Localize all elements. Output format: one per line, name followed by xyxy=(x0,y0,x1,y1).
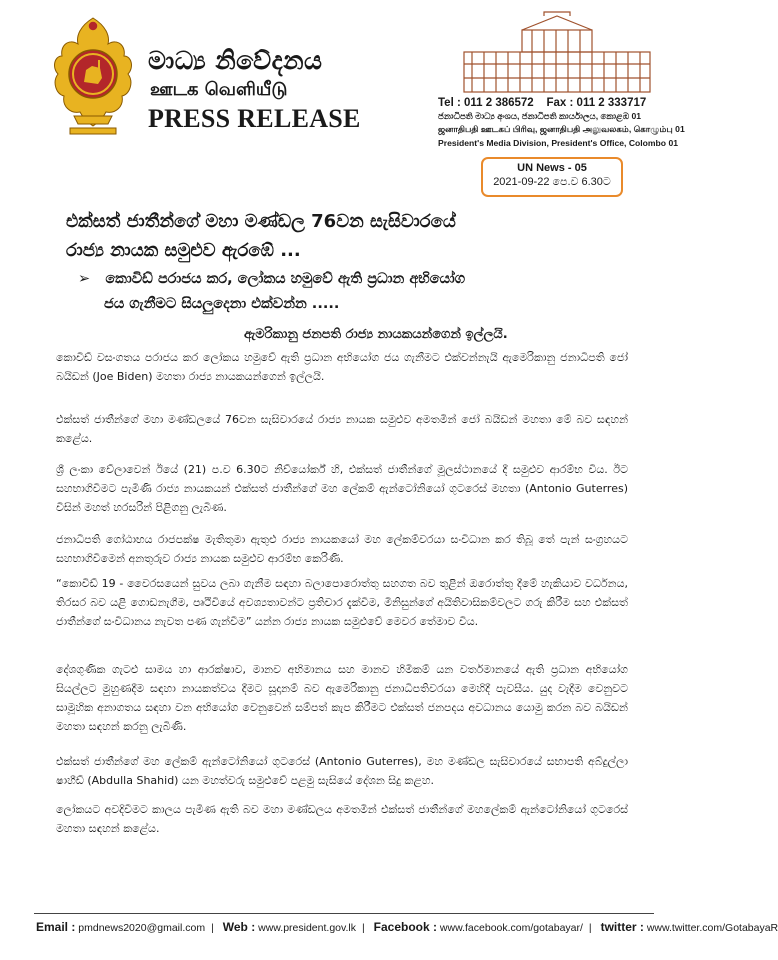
web-link[interactable]: www.president.gov.lk xyxy=(258,922,356,934)
presidents-office-building-icon xyxy=(462,12,652,94)
news-id: UN News - 05 xyxy=(517,162,587,174)
twitter-link[interactable]: www.twitter.com/GotabayaR xyxy=(646,922,778,934)
facebook-link[interactable]: www.facebook.com/gotabayar/ xyxy=(439,922,583,934)
headline-line-1: එක්සත් ජාතීන්ගේ මහා මණ්ඩල 76වන සැසිවාරයේ xyxy=(66,211,456,232)
paragraph: කොවිඩ් වසංගතය පරාජය කර ලෝකය හමුවේ ඇති ප්‍රධාන අභියෝග ජය ගැනීමට එක්වන්නැයි ඇමෙරිකානු ජනාධිපති ජෝ බයිඩන් (Joe Biden) මහතා රාජ්‍ය නායකයන්ගෙන් ඉල්ලයි. xyxy=(56,351,628,383)
bullet-line-1: කොවිඩ් පරාජය කර, ලෝකය හමුවේ ඇති ප්‍රධාන අභියෝග xyxy=(105,271,466,287)
title-english: PRESS RELEASE xyxy=(148,104,361,133)
email-label: Email : xyxy=(36,920,76,934)
news-id-box xyxy=(481,157,623,197)
title-sinhala: මාධ්‍ය නිවේදනය xyxy=(148,46,323,75)
fax-number: : 011 2 333717 xyxy=(569,97,647,109)
headline-line-2: රාජ්‍ය නායක සමුළුව ඇරඹේ ... xyxy=(66,240,301,261)
bullet-point xyxy=(78,271,465,287)
web-label: Web : xyxy=(222,920,256,934)
twitter-label: twitter : xyxy=(600,920,644,934)
fax-label: Fax xyxy=(546,97,567,109)
tel-label: Tel xyxy=(438,97,454,109)
tel-number: : 011 2 386572 xyxy=(456,97,534,109)
title-tamil: ஊடக வெளியீடு xyxy=(150,79,288,100)
facebook-label: Facebook : xyxy=(373,920,437,934)
paragraph: “කොවිඩ් 19 - වෛරසයෙන් සුවය ලබා ගැනීම සඳහා බලාපොරොත්තු සහගත බව තුළින් ඔරොත්තු දීමේ හැකියාව වර්ධනය, තිරසර බව යළි ගොඩනැගීම, පෘථිවියේ අවශ්‍යතාවන්ට ප්‍රතිචාර දැක්වීම, මිනිසුන්ගේ අයිතිවාසිකම්වලට ගරු කිරීම සහ එක්සත් ජාතීන්ගේ සංවිධානය නැවත පණ ගැන්වීම” යන්න රාජ්‍ය නායක සමුළුවේ මෙවර තේමාව විය. xyxy=(56,577,628,628)
subheadline: ඇමරිකානු ජනපති රාජ්‍ය නායකයන්ගෙන් ඉල්ලයි. xyxy=(244,327,508,342)
paragraph: ශ්‍රී ලංකා වේලාවෙන් ඊයේ (21) ප.ව 6.30ට නිව්යෝර්ක් හි, එක්සත් ජාතීන්ගේ මූලස්ථානයේ දී සමුළුව ආරම්භ විය. ඊට සහභාගිවීමට පැමිණි රාජ්‍ය නායකයන් එක්සත් ජාතීන්ගේ මහ ලේකම් ඇන්ටෝනියෝ ගුටරෙස් මහතා (Antonio Guterres) විසින් මහත් හරසරින් පිළිගනු ලැබිණ. xyxy=(56,463,628,514)
headline xyxy=(66,207,456,265)
paragraph: දේශගුණික ගැටළු සාමය හා ආරක්ෂාව, මානව අභිමානය සහ මානව හිමිකම් යන වර්තමානයේ ඇති ප්‍රධාන අභියෝග සියල්ලට මුහුණදීම සඳහා නායකත්වය දීමට සූදානම් බව ඇමෙරිකානු ජනාධිපතිවරයා මෙහිදී පැවසීය. යුද වැදීම වෙනුවට සාමූහික අනාගතය සඳහා වන අභියෝග වෙනුවෙන් සම්පත් කැප කිරීමට එක්සත් ජනපදය අවධානය යොමු කරන බව බයිඩන් මහතා සඳහන් කරනු ලැබිණි. xyxy=(56,663,628,733)
contact-block xyxy=(438,97,685,148)
arrow-bullet-icon: ➢ xyxy=(78,271,91,287)
footer-divider xyxy=(34,913,654,914)
paragraph: ජනාධිපති ගෝඨාභය රාජපක්ෂ මැතිතුමා ඇතුළු රාජ්‍ය නායකයෝ මහ ලේකම්වරයා සංවිධාන කර තිබූ තේ පැන් සංග්‍රහයට සහභාගිවීමෙන් අනතුරුව රාජ්‍ය නායක සමුළුව ආරම්භ කෙරිණි. xyxy=(56,533,628,565)
paragraph: ලෝකයට අවදිවීමට කාලය පැමිණ ඇති බව මහා මණ්ඩලය අමතමින් එක්සත් ජාතීන්ගේ මහලේකම් ඇන්ටෝනියෝ ගුටරෙස් මහතා සඳහන් කළේය. xyxy=(56,803,628,835)
paragraph: එක්සත් ජාතීන්ගේ මහා මණ්ඩලයේ 76වන සැසිවාරයේ රාජ්‍ය නායක සමුළුව අමතමින් ජෝ බයිඩන් මහතා මේ බව සඳහන් කළේය. xyxy=(56,413,628,445)
email-link[interactable]: pmdnews2020@gmail.com xyxy=(78,922,206,934)
address-sinhala: ජනාධිපති මාධ්‍ය අංශය, ජනාධිපති කාර්යාලය, කොළඹ 01 xyxy=(438,111,642,121)
paragraph: එක්සත් ජාතීන්ගේ මහ ලේකම් ඇන්ටෝනියෝ ගුටරෙස් (Antonio Guterres), මහ මණ්ඩල සැසිවාරයේ සභාපති අබ්දුල්ලා ෂාහීඩ් (Abdulla Shahid) යන මහත්වරු සමුළුවේ පළමු සැසියේ දේශන සිදු කළහ. xyxy=(56,755,628,787)
address-tamil: ஜனாதிபதி ஊடகப் பிரிவு, ஜனாதிபதி அலுவலகம், கொழும்பு 01 xyxy=(438,124,685,134)
sri-lanka-emblem-icon xyxy=(50,16,136,140)
footer: Email : pmdnews2020@gmail.com | Web : www.president.gov.lk | Facebook : www.facebook.com/gotabayar/ | twitter : www.twitter.com/GotabayaR xyxy=(36,920,778,934)
address-english: President's Media Division, President's Office, Colombo 01 xyxy=(438,138,678,148)
news-datetime: 2021-09-22 පෙ.ව 6.30ට xyxy=(493,176,611,188)
bullet-line-2: ජය ගැනීමට සියලුදෙනා එක්වන්න ..... xyxy=(104,296,340,312)
